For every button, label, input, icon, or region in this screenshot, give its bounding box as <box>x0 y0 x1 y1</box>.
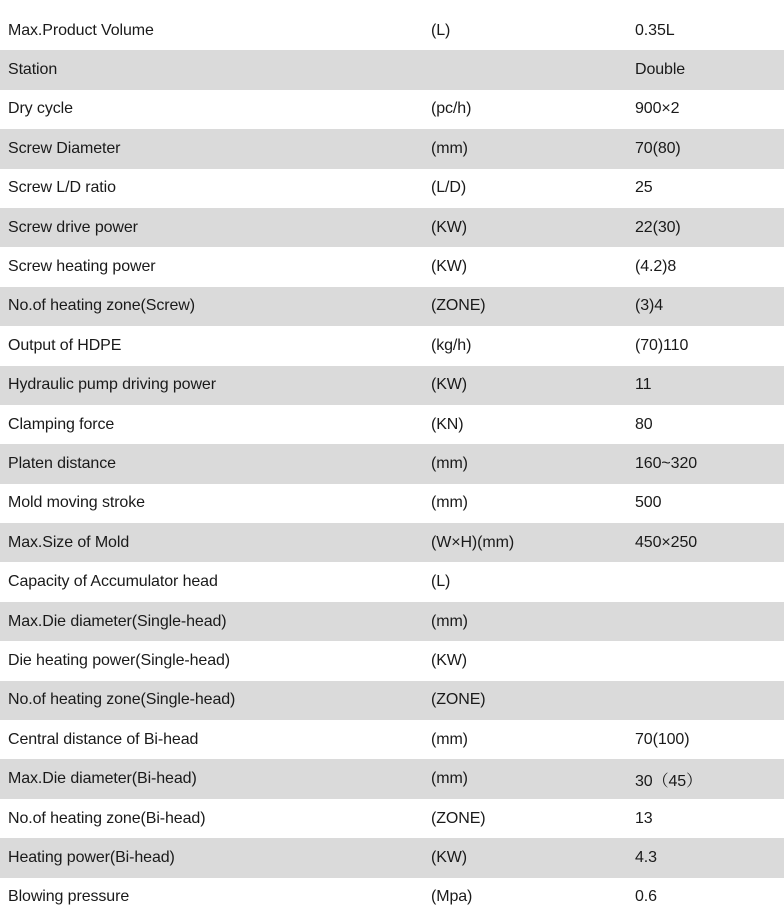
unit-cell: (ZONE) <box>431 691 486 709</box>
unit-cell: (KW) <box>431 651 468 669</box>
unit-cell: (mm) <box>431 139 468 157</box>
param-cell: Output of HDPE <box>8 336 122 354</box>
value-cell: 0.35L <box>635 21 675 39</box>
value-cell: 25 <box>635 179 653 197</box>
param-cell: Screw Diameter <box>8 139 121 157</box>
param-cell: Blowing pressure <box>8 888 130 906</box>
param-cell: Dry cycle <box>8 100 73 118</box>
value-cell: 0.6 <box>635 888 657 906</box>
param-cell: No.of heating zone(Bi-head) <box>8 809 206 827</box>
unit-cell: (KW) <box>431 258 468 276</box>
param-cell: Central distance of Bi-head <box>8 730 199 748</box>
unit-cell: (KN) <box>431 415 464 433</box>
table-row <box>0 759 784 798</box>
unit-cell: (ZONE) <box>431 809 486 827</box>
value-cell: 500 <box>635 494 662 512</box>
value-cell: 4.3 <box>635 848 657 866</box>
param-cell: Max.Product Volume <box>8 21 154 39</box>
param-cell: Die heating power(Single-head) <box>8 651 231 669</box>
table-row <box>0 90 784 129</box>
table-row <box>0 720 784 759</box>
table-row <box>0 50 784 89</box>
value-cell: 30（45） <box>635 772 702 790</box>
unit-cell: (KW) <box>431 376 468 394</box>
param-cell: Screw drive power <box>8 218 138 236</box>
table-row <box>0 247 784 286</box>
value-cell: 11 <box>635 376 652 394</box>
unit-cell: (L/D) <box>431 179 467 197</box>
table-row <box>0 444 784 483</box>
param-cell: Max.Size of Mold <box>8 533 130 551</box>
table-row <box>0 681 784 720</box>
unit-cell: (W×H)(mm) <box>431 533 515 551</box>
value-cell: (3)4 <box>635 297 664 315</box>
value-cell: 80 <box>635 415 653 433</box>
value-cell: 450×250 <box>635 533 698 551</box>
table-row <box>0 641 784 680</box>
unit-cell: (mm) <box>431 494 468 512</box>
param-cell: Screw L/D ratio <box>8 179 116 197</box>
table-row <box>0 523 784 562</box>
table-row <box>0 366 784 405</box>
table-row <box>0 562 784 601</box>
value-cell: 22(30) <box>635 218 681 236</box>
value-cell: 13 <box>635 809 653 827</box>
value-cell: (4.2)8 <box>635 258 677 276</box>
param-cell: No.of heating zone(Screw) <box>8 297 195 315</box>
table-row <box>0 799 784 838</box>
param-cell: Max.Die diameter(Bi-head) <box>8 770 197 788</box>
unit-cell: (mm) <box>431 612 468 630</box>
table-row <box>0 878 784 917</box>
param-cell: Platen distance <box>8 454 116 472</box>
table-row <box>0 208 784 247</box>
value-cell: Double <box>635 61 686 79</box>
table-row <box>0 405 784 444</box>
param-cell: Max.Die diameter(Single-head) <box>8 612 227 630</box>
unit-cell: (L) <box>431 573 451 591</box>
param-cell: Screw heating power <box>8 258 156 276</box>
unit-cell: (pc/h) <box>431 100 472 118</box>
param-cell: Hydraulic pump driving power <box>8 376 216 394</box>
param-cell: Mold moving stroke <box>8 494 145 512</box>
param-cell: No.of heating zone(Single-head) <box>8 691 236 709</box>
unit-cell: (KW) <box>431 218 468 236</box>
table-row <box>0 287 784 326</box>
unit-cell: (ZONE) <box>431 297 486 315</box>
param-cell: Station <box>8 61 58 79</box>
param-cell: Heating power(Bi-head) <box>8 848 175 866</box>
table-row <box>0 838 784 877</box>
unit-cell: (L) <box>431 21 451 39</box>
unit-cell: (mm) <box>431 730 468 748</box>
unit-cell: (mm) <box>431 454 468 472</box>
value-cell: 70(80) <box>635 139 681 157</box>
table-row <box>0 11 784 50</box>
param-cell: Clamping force <box>8 415 115 433</box>
table-row <box>0 484 784 523</box>
value-cell: 70(100) <box>635 730 690 748</box>
table-row <box>0 129 784 168</box>
table-row <box>0 169 784 208</box>
param-cell: Capacity of Accumulator head <box>8 573 218 591</box>
value-cell: (70)110 <box>635 336 689 354</box>
table-row <box>0 602 784 641</box>
value-cell: 160~320 <box>635 454 698 472</box>
unit-cell: (mm) <box>431 770 468 788</box>
table-row <box>0 326 784 365</box>
value-cell: 900×2 <box>635 100 680 118</box>
unit-cell: (kg/h) <box>431 336 472 354</box>
unit-cell: (Mpa) <box>431 888 473 906</box>
unit-cell: (KW) <box>431 848 468 866</box>
